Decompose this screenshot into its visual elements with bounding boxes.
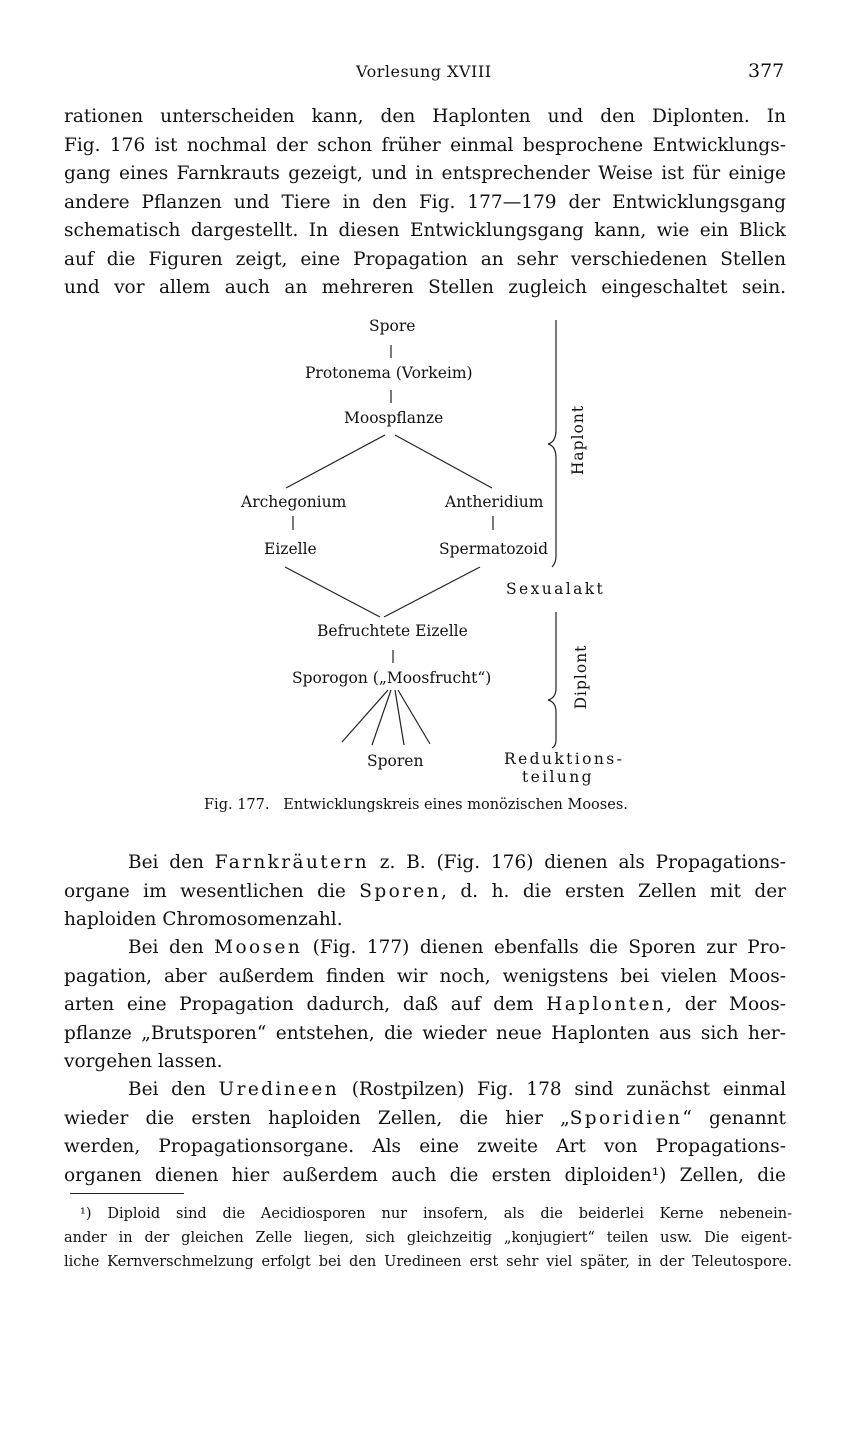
- connector-moospflanze-antheridium: [395, 435, 492, 488]
- text-line: Fig. 176 ist nochmal der schon früher einmal besprochene Entwicklungs-: [64, 134, 786, 156]
- label-antheridium: Antheridium: [445, 493, 544, 511]
- text-line: rationen unterscheiden kann, den Haplonten und den Diplonten. In: [64, 106, 786, 127]
- text-line: schematisch dargestellt. In diesen Entwicklungsgang kann, wie ein Blick: [64, 220, 786, 241]
- diplont-bracket: [548, 612, 556, 748]
- connector-moospflanze-archegonium: [286, 435, 385, 488]
- paragraph-moose: [64, 934, 786, 1077]
- label-eizelle: Eizelle: [264, 540, 317, 558]
- label-moospflanze: Moospflanze: [344, 409, 444, 427]
- footnote-rule: [70, 1193, 184, 1194]
- text-line: Bei den Farnkräutern z. B. (Fig. 176) dienen als Propagations-: [128, 852, 786, 873]
- text-line: Bei den Moosen (Fig. 177) dienen ebenfalls die Sporen zur Pro-: [128, 937, 786, 958]
- text-line: arten eine Propagation dadurch, daß auf dem Haplonten, der Moos-: [64, 994, 786, 1015]
- footnote-line: liche Kernverschmelzung erfolgt bei den Uredineen erst sehr viel später, in der Teleutospore.: [64, 1254, 792, 1270]
- text-line: organen dienen hier außerdem auch die ersten diploiden¹) Zellen, die: [64, 1164, 786, 1186]
- text-line: pflanze „Brutsporen“ entstehen, die wieder neue Haplonten aus sich her-: [64, 1022, 786, 1044]
- label-befruchtete-eizelle: Befruchtete Eizelle: [317, 622, 468, 640]
- label-spore: Spore: [369, 317, 416, 335]
- label-protonema: Protonema (Vorkeim): [305, 364, 473, 382]
- label-teilung: teilung: [522, 768, 595, 786]
- text-line: werden, Propagationsorgane. Als eine zweite Art von Propagations-: [64, 1136, 786, 1157]
- figure-caption: Fig. 177. Entwicklungskreis eines monözischen Mooses.: [204, 797, 628, 813]
- footnote: [64, 1202, 792, 1274]
- footnote-line: ander in der gleichen Zelle liegen, sich gleichzeitig „konjugiert“ teilen usw. Die eigent-: [64, 1230, 792, 1246]
- text-line: auf die Figuren zeigt, eine Propagation an sehr verschiedenen Stellen: [64, 248, 786, 270]
- text-line: Bei den Uredineen (Rostpilzen) Fig. 178 sind zunächst einmal: [128, 1079, 786, 1100]
- label-sporogon: Sporogon („Moosfrucht“): [292, 669, 492, 687]
- text-line: pagation, aber außerdem finden wir noch, wenigstens bei vielen Moos-: [64, 965, 786, 987]
- page-number: 377: [748, 60, 785, 82]
- label-diplont: Diplont: [572, 644, 590, 710]
- connector-spermatozoid-befruchtete: [384, 567, 480, 617]
- label-sexualakt: Sexualakt: [506, 580, 606, 598]
- text-line: organe im wesentlichen die Sporen, d. h. die ersten Zellen mit der: [64, 880, 786, 902]
- text-line: gang eines Farnkrauts gezeigt, und in entsprechender Weise ist für einige: [64, 163, 786, 184]
- footnote-line: ¹) Diploid sind die Aecidiosporen nur insofern, als die beiderlei Kerne nebenein-: [80, 1206, 792, 1222]
- running-header: Vorlesung XVIII: [356, 62, 492, 81]
- text-line: haploiden Chromosomenzahl.: [64, 909, 343, 930]
- label-sporen: Sporen: [367, 752, 424, 770]
- text-line: andere Pflanzen und Tiere in den Fig. 177—179 der Entwicklungsgang: [64, 191, 786, 213]
- label-haplont: Haplont: [569, 404, 587, 476]
- paragraph-farnkraeuter: [64, 849, 786, 935]
- label-spermatozoid: Spermatozoid: [439, 540, 548, 558]
- text-line: vorgehen lassen.: [64, 1051, 223, 1072]
- text-line: wieder die ersten haploiden Zellen, die hier „Sporidien“ genannt: [64, 1107, 786, 1129]
- connector-sporogon-spore-1: [342, 690, 388, 742]
- label-reduktions: Reduktions-: [504, 750, 625, 768]
- paragraph-uredineen: [64, 1076, 786, 1190]
- connector-eizelle-befruchtete: [285, 567, 380, 617]
- label-archegonium: Archegonium: [241, 493, 347, 511]
- text-line: und vor allem auch an mehreren Stellen zugleich eingeschaltet sein.: [64, 277, 786, 298]
- haplont-bracket: [548, 320, 556, 567]
